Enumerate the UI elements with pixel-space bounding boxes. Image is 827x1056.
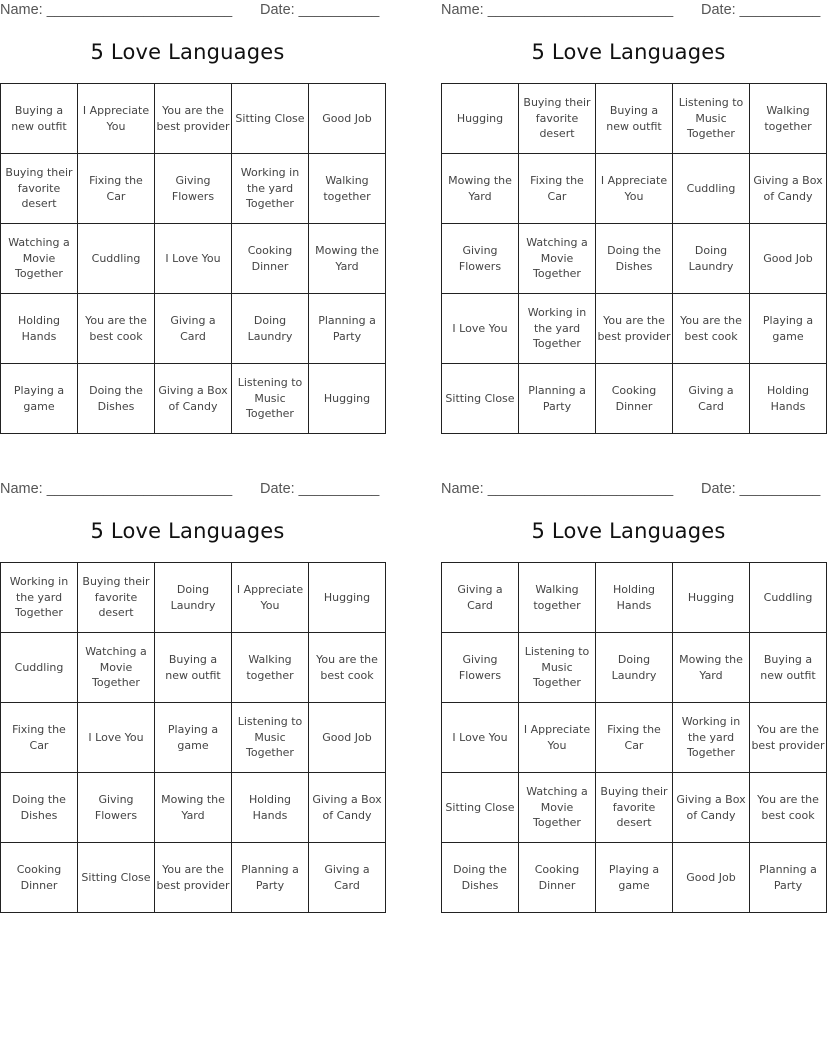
grid-cell: Listening to Music Together <box>519 633 596 703</box>
grid-cell: Buying a new outfit <box>155 633 232 703</box>
name-date-row <box>441 2 821 20</box>
grid-cell: Working in the yard Together <box>673 703 750 773</box>
grid-cell: I Love You <box>78 703 155 773</box>
grid-cell: Buying a new outfit <box>596 84 673 154</box>
grid-cell: Sitting Close <box>78 843 155 913</box>
grid-cell: Playing a game <box>1 364 78 434</box>
name-field-label: Name: _______________________ <box>0 481 233 497</box>
grid-cell: Holding Hands <box>1 294 78 364</box>
grid-row <box>442 154 827 224</box>
grid-cell: Giving a Box of Candy <box>673 773 750 843</box>
grid-cell: Good Job <box>750 224 827 294</box>
grid-cell: Doing the Dishes <box>1 773 78 843</box>
grid-cell: Giving Flowers <box>155 154 232 224</box>
grid-cell: Holding Hands <box>232 773 309 843</box>
grid-cell: Watching a Movie Together <box>519 224 596 294</box>
grid-cell: Doing Laundry <box>232 294 309 364</box>
grid-cell: Giving a Box of Candy <box>309 773 386 843</box>
grid-cell: Sitting Close <box>442 364 519 434</box>
grid-cell: Giving a Card <box>309 843 386 913</box>
card-title: 5 Love Languages <box>531 40 726 64</box>
bingo-grid <box>441 562 827 913</box>
grid-row <box>1 294 386 364</box>
grid-row <box>1 703 386 773</box>
grid-cell: Buying their favorite desert <box>596 773 673 843</box>
grid-cell: Fixing the Car <box>78 154 155 224</box>
grid-cell: You are the best cook <box>309 633 386 703</box>
grid-cell: Doing the Dishes <box>596 224 673 294</box>
grid-cell: Watching a Movie Together <box>78 633 155 703</box>
name-field-label: Name: _______________________ <box>0 2 233 18</box>
grid-row <box>442 703 827 773</box>
grid-cell: Planning a Party <box>309 294 386 364</box>
grid-cell: I Appreciate You <box>519 703 596 773</box>
grid-cell: Hugging <box>309 364 386 434</box>
grid-cell: Holding Hands <box>596 563 673 633</box>
grid-cell: Listening to Music Together <box>232 703 309 773</box>
grid-cell: You are the best cook <box>78 294 155 364</box>
grid-cell: Walking together <box>750 84 827 154</box>
grid-row <box>1 773 386 843</box>
grid-cell: I Love You <box>442 703 519 773</box>
grid-cell: Sitting Close <box>442 773 519 843</box>
grid-cell: Playing a game <box>155 703 232 773</box>
grid-cell: Mowing the Yard <box>673 633 750 703</box>
grid-cell: Listening to Music Together <box>673 84 750 154</box>
grid-cell: Giving Flowers <box>442 224 519 294</box>
grid-cell: I Love You <box>155 224 232 294</box>
grid-cell: Cooking Dinner <box>1 843 78 913</box>
grid-cell: Buying their favorite desert <box>1 154 78 224</box>
grid-row <box>442 84 827 154</box>
grid-cell: Giving a Card <box>155 294 232 364</box>
grid-cell: Cooking Dinner <box>596 364 673 434</box>
grid-cell: I Appreciate You <box>596 154 673 224</box>
grid-cell: Cooking Dinner <box>519 843 596 913</box>
grid-cell: Mowing the Yard <box>155 773 232 843</box>
grid-cell: Good Job <box>309 703 386 773</box>
grid-cell: Fixing the Car <box>519 154 596 224</box>
grid-cell: Hugging <box>309 563 386 633</box>
grid-row <box>1 633 386 703</box>
grid-cell: Giving a Card <box>673 364 750 434</box>
grid-row <box>442 773 827 843</box>
grid-cell: Doing the Dishes <box>78 364 155 434</box>
grid-cell: Good Job <box>309 84 386 154</box>
bingo-grid <box>0 83 386 434</box>
grid-cell: I Appreciate You <box>232 563 309 633</box>
grid-cell: Good Job <box>673 843 750 913</box>
grid-cell: Cuddling <box>673 154 750 224</box>
grid-row <box>442 364 827 434</box>
grid-cell: Watching a Movie Together <box>1 224 78 294</box>
grid-cell: Fixing the Car <box>596 703 673 773</box>
grid-cell: Buying their favorite desert <box>78 563 155 633</box>
grid-cell: Doing the Dishes <box>442 843 519 913</box>
grid-cell: I Appreciate You <box>78 84 155 154</box>
card-title: 5 Love Languages <box>531 519 726 543</box>
grid-cell: Walking together <box>309 154 386 224</box>
grid-row <box>442 224 827 294</box>
grid-cell: Doing Laundry <box>155 563 232 633</box>
grid-cell: Hugging <box>673 563 750 633</box>
grid-cell: Planning a Party <box>232 843 309 913</box>
grid-cell: I Love You <box>442 294 519 364</box>
grid-row <box>1 364 386 434</box>
grid-cell: Playing a game <box>750 294 827 364</box>
grid-cell: Cuddling <box>1 633 78 703</box>
grid-row <box>442 294 827 364</box>
card-title: 5 Love Languages <box>90 519 285 543</box>
grid-cell: Working in the yard Together <box>1 563 78 633</box>
grid-cell: Giving a Box of Candy <box>155 364 232 434</box>
grid-cell: Giving a Card <box>442 563 519 633</box>
grid-cell: Giving Flowers <box>442 633 519 703</box>
grid-cell: Hugging <box>442 84 519 154</box>
grid-cell: You are the best provider <box>750 703 827 773</box>
grid-cell: Mowing the Yard <box>442 154 519 224</box>
grid-cell: Giving Flowers <box>78 773 155 843</box>
grid-cell: Doing Laundry <box>596 633 673 703</box>
grid-cell: Planning a Party <box>519 364 596 434</box>
grid-row <box>1 154 386 224</box>
bingo-grid <box>0 562 386 913</box>
grid-cell: Doing Laundry <box>673 224 750 294</box>
grid-cell: Buying a new outfit <box>750 633 827 703</box>
name-date-row <box>0 481 380 499</box>
grid-cell: Cooking Dinner <box>232 224 309 294</box>
grid-cell: Holding Hands <box>750 364 827 434</box>
grid-cell: You are the best cook <box>750 773 827 843</box>
date-field-label: Date: __________ <box>260 481 380 497</box>
grid-cell: Cuddling <box>78 224 155 294</box>
grid-row <box>442 633 827 703</box>
grid-row <box>442 563 827 633</box>
name-field-label: Name: _______________________ <box>441 2 674 18</box>
grid-cell: Walking together <box>232 633 309 703</box>
grid-cell: Watching a Movie Together <box>519 773 596 843</box>
name-date-row <box>441 481 821 499</box>
date-field-label: Date: __________ <box>701 2 821 18</box>
grid-cell: Planning a Party <box>750 843 827 913</box>
grid-cell: You are the best provider <box>155 84 232 154</box>
grid-cell: Buying their favorite desert <box>519 84 596 154</box>
grid-cell: Mowing the Yard <box>309 224 386 294</box>
name-field-label: Name: _______________________ <box>441 481 674 497</box>
grid-row <box>1 224 386 294</box>
grid-cell: Giving a Box of Candy <box>750 154 827 224</box>
grid-cell: Walking together <box>519 563 596 633</box>
grid-cell: You are the best cook <box>673 294 750 364</box>
grid-cell: You are the best provider <box>596 294 673 364</box>
grid-cell: Playing a game <box>596 843 673 913</box>
grid-row <box>1 84 386 154</box>
date-field-label: Date: __________ <box>260 2 380 18</box>
card-title: 5 Love Languages <box>90 40 285 64</box>
grid-cell: Fixing the Car <box>1 703 78 773</box>
grid-cell: Working in the yard Together <box>232 154 309 224</box>
grid-row <box>442 843 827 913</box>
grid-cell: Sitting Close <box>232 84 309 154</box>
grid-cell: Buying a new outfit <box>1 84 78 154</box>
date-field-label: Date: __________ <box>701 481 821 497</box>
bingo-grid <box>441 83 827 434</box>
name-date-row <box>0 2 380 20</box>
grid-cell: You are the best provider <box>155 843 232 913</box>
grid-row <box>1 563 386 633</box>
grid-row <box>1 843 386 913</box>
grid-cell: Cuddling <box>750 563 827 633</box>
grid-cell: Working in the yard Together <box>519 294 596 364</box>
grid-cell: Listening to Music Together <box>232 364 309 434</box>
